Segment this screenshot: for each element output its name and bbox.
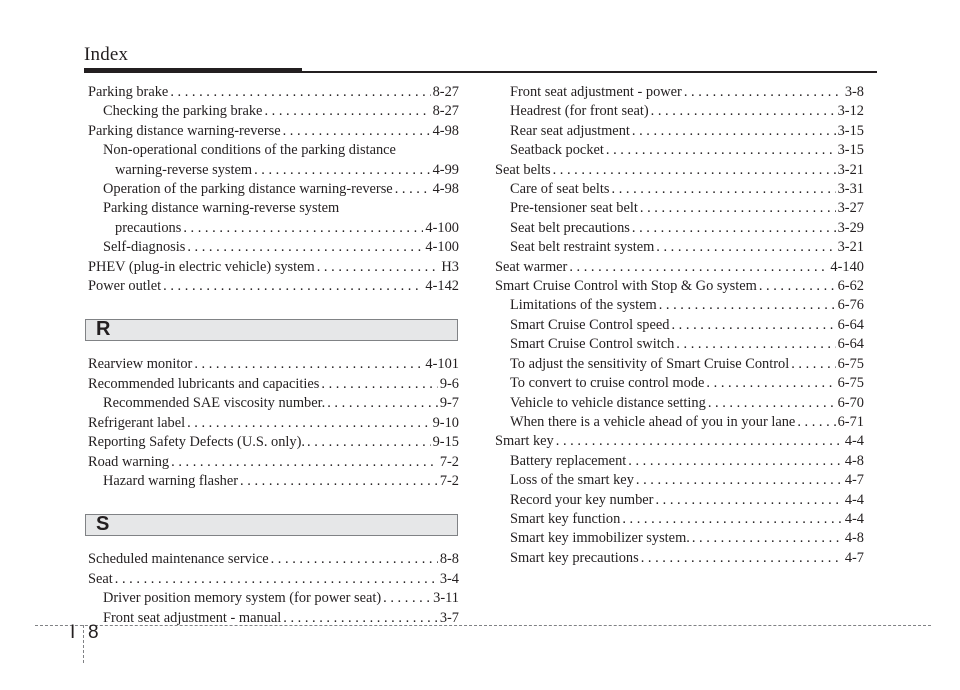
dot-leader bbox=[651, 102, 836, 121]
index-entry-term: Vehicle to vehicle distance setting bbox=[510, 394, 706, 411]
dot-leader bbox=[622, 510, 843, 529]
index-entry-page: 9-6 bbox=[439, 375, 459, 392]
dot-leader bbox=[187, 414, 431, 433]
index-entry bbox=[495, 510, 864, 529]
index-entry-term: Smart key immobilizer system. bbox=[510, 530, 690, 547]
index-entry-page: 6-75 bbox=[837, 375, 864, 392]
index-group-r bbox=[88, 355, 459, 491]
dot-leader bbox=[395, 180, 431, 199]
index-entry bbox=[88, 355, 459, 374]
index-entry-page: 4-140 bbox=[830, 258, 864, 275]
index-entry bbox=[495, 141, 864, 160]
index-entry-page: 4-4 bbox=[844, 510, 864, 527]
dot-leader bbox=[636, 471, 843, 490]
index-entry-term: Recommended lubricants and capacities bbox=[88, 375, 320, 392]
index-entry bbox=[495, 335, 864, 354]
index-entry bbox=[88, 199, 459, 218]
index-entry-page: 8-8 bbox=[439, 551, 459, 568]
index-entry-page: 9-7 bbox=[439, 395, 459, 412]
index-entry bbox=[495, 355, 864, 374]
index-entry-term: Smart Cruise Control with Stop & Go system bbox=[495, 278, 757, 295]
index-entry-page: 3-12 bbox=[837, 103, 864, 120]
index-entry-page: 7-2 bbox=[439, 472, 459, 489]
section-letter-s: S bbox=[96, 513, 110, 536]
index-entry-page: 4-100 bbox=[425, 219, 459, 236]
index-entry-page: 3-15 bbox=[837, 122, 864, 139]
index-entry-page: 9-10 bbox=[432, 414, 459, 431]
dot-leader bbox=[676, 335, 835, 354]
index-entry-page: 6-62 bbox=[837, 278, 864, 295]
dot-leader bbox=[656, 238, 835, 257]
index-column-left bbox=[88, 83, 459, 628]
index-entry-term: Battery replacement bbox=[510, 452, 627, 469]
index-entry bbox=[88, 277, 459, 296]
index-entry bbox=[495, 219, 864, 238]
index-entry-term: precautions bbox=[115, 219, 182, 236]
index-entry-page: 3-15 bbox=[837, 142, 864, 159]
index-entry-term: Pre-tensioner seat belt bbox=[510, 200, 638, 217]
index-entry-page: 4-4 bbox=[844, 491, 864, 508]
index-entry-term: Power outlet bbox=[88, 278, 162, 295]
index-entry-term: Operation of the parking distance warning-reverse bbox=[103, 181, 393, 198]
page-number: 8 bbox=[88, 622, 99, 643]
index-entry-page: 4-99 bbox=[432, 161, 459, 178]
dot-leader bbox=[628, 452, 843, 471]
index-entry-page: 6-76 bbox=[837, 297, 864, 314]
index-entry-term: Parking distance warning-reverse bbox=[88, 122, 281, 139]
dot-leader bbox=[327, 394, 438, 413]
index-entry-page: 8-27 bbox=[432, 103, 459, 120]
page-section-letter: I bbox=[70, 622, 76, 643]
index-entry-page: 4-8 bbox=[844, 452, 864, 469]
spacer bbox=[88, 296, 459, 309]
index-entry-term: Smart key precautions bbox=[510, 549, 639, 566]
index-entry-page: 3-31 bbox=[837, 181, 864, 198]
index-entry-term: Care of seat belts bbox=[510, 181, 610, 198]
index-entry-term: Smart key bbox=[495, 433, 554, 450]
index-entry bbox=[88, 258, 459, 277]
index-entry bbox=[88, 414, 459, 433]
index-entry bbox=[495, 161, 864, 180]
index-entry bbox=[88, 453, 459, 472]
index-entry bbox=[88, 238, 459, 257]
index-entry-term: Seat belt precautions bbox=[510, 219, 630, 236]
index-entry bbox=[495, 394, 864, 413]
index-entry-term: Seatback pocket bbox=[510, 142, 604, 159]
index-entry-term: Parking distance warning-reverse system bbox=[103, 200, 340, 217]
index-entry bbox=[495, 413, 864, 432]
index-entry bbox=[495, 491, 864, 510]
dot-leader bbox=[606, 141, 836, 160]
index-entry-term: Reporting Safety Defects (U.S. only). bbox=[88, 434, 306, 451]
index-entry-term: Seat warmer bbox=[495, 258, 568, 275]
index-entry-term: Limitations of the system bbox=[510, 297, 657, 314]
index-column-right bbox=[495, 83, 864, 568]
dot-leader bbox=[171, 453, 438, 472]
index-entry-page: 3-11 bbox=[433, 590, 459, 607]
dot-leader bbox=[321, 375, 437, 394]
index-entry-term: Headrest (for front seat) bbox=[510, 103, 649, 120]
index-entry bbox=[495, 452, 864, 471]
index-entry-page: 4-101 bbox=[425, 356, 459, 373]
index-entry-page: 3-21 bbox=[837, 161, 864, 178]
index-group-s bbox=[88, 550, 459, 628]
index-entry-term: Hazard warning flasher bbox=[103, 472, 239, 489]
dot-leader bbox=[640, 199, 836, 218]
index-entry bbox=[88, 394, 459, 413]
dot-leader bbox=[556, 432, 843, 451]
index-entry-term: Rearview monitor bbox=[88, 356, 193, 373]
title-rule-thin bbox=[84, 71, 877, 73]
dot-leader bbox=[671, 316, 835, 335]
index-entry bbox=[495, 238, 864, 257]
index-entry-page: 8-27 bbox=[432, 84, 459, 100]
index-entry-term: Non-operational conditions of the parking distance bbox=[103, 142, 396, 159]
spacer bbox=[88, 491, 459, 504]
dot-leader bbox=[183, 219, 423, 238]
index-entry bbox=[88, 83, 459, 102]
index-entry-page: 6-75 bbox=[837, 355, 864, 372]
index-entry-page: 6-70 bbox=[837, 394, 864, 411]
dot-leader bbox=[797, 413, 835, 432]
index-entry-term: Recommended SAE viscosity number. bbox=[103, 395, 326, 412]
index-group-p bbox=[88, 83, 459, 296]
dot-leader bbox=[692, 529, 843, 548]
index-entry-page: 7-2 bbox=[439, 453, 459, 470]
index-entry-term: Record your key number bbox=[510, 491, 654, 508]
dot-leader bbox=[187, 238, 423, 257]
section-header-r bbox=[85, 319, 458, 341]
index-entry bbox=[495, 258, 864, 277]
index-entry-term: Smart Cruise Control switch bbox=[510, 336, 675, 353]
section-letter-r: R bbox=[96, 318, 111, 341]
index-entry-term: Road warning bbox=[88, 453, 170, 470]
index-entry-page: 4-100 bbox=[425, 239, 459, 256]
index-entry-term: warning-reverse system bbox=[115, 161, 253, 178]
dot-leader bbox=[706, 374, 835, 393]
dot-leader bbox=[759, 277, 836, 296]
index-entry-page: H3 bbox=[441, 258, 459, 275]
dot-leader bbox=[307, 433, 431, 452]
index-entry bbox=[88, 122, 459, 141]
dot-leader bbox=[655, 491, 842, 510]
footer-vertical-rule bbox=[83, 625, 84, 663]
index-entry bbox=[88, 375, 459, 394]
index-group-s-continued bbox=[495, 83, 864, 568]
index-entry-term: Front seat adjustment - manual bbox=[103, 609, 282, 626]
index-entry bbox=[495, 374, 864, 393]
dot-leader bbox=[791, 355, 835, 374]
dot-leader bbox=[264, 102, 430, 121]
index-entry bbox=[495, 316, 864, 335]
dot-leader bbox=[115, 570, 438, 589]
index-entry-page: 3-29 bbox=[837, 219, 864, 236]
index-entry bbox=[88, 180, 459, 199]
dot-leader bbox=[632, 219, 836, 238]
index-entry-page: 4-7 bbox=[844, 549, 864, 566]
index-entry-page: 3-21 bbox=[837, 239, 864, 256]
dot-leader bbox=[170, 83, 430, 102]
dot-leader bbox=[317, 258, 440, 277]
dot-leader bbox=[163, 277, 423, 296]
dot-leader bbox=[684, 83, 843, 102]
index-entry bbox=[495, 277, 864, 296]
section-header-s bbox=[85, 514, 458, 536]
dot-leader bbox=[240, 472, 438, 491]
index-entry bbox=[495, 296, 864, 315]
index-entry-page: 4-98 bbox=[432, 122, 459, 139]
index-entry-page: 4-7 bbox=[844, 472, 864, 489]
index-entry-term: Seat belts bbox=[495, 161, 551, 178]
index-entry-term: When there is a vehicle ahead of you in your lane bbox=[510, 413, 796, 430]
dot-leader bbox=[254, 161, 431, 180]
index-entry-page: 6-64 bbox=[837, 316, 864, 333]
index-entry-term: Refrigerant label bbox=[88, 414, 186, 431]
index-entry-term: Driver position memory system (for power seat) bbox=[103, 590, 382, 607]
index-entry bbox=[495, 471, 864, 490]
index-entry bbox=[495, 102, 864, 121]
index-entry-page: 3-7 bbox=[439, 609, 459, 626]
index-entry bbox=[495, 199, 864, 218]
index-entry bbox=[495, 83, 864, 102]
index-entry-term: Seat bbox=[88, 570, 113, 587]
dot-leader bbox=[553, 161, 836, 180]
index-entry bbox=[88, 141, 459, 160]
index-entry-term: To convert to cruise control mode bbox=[510, 375, 705, 392]
index-entry bbox=[88, 102, 459, 121]
dot-leader bbox=[283, 122, 431, 141]
index-entry bbox=[88, 433, 459, 452]
index-entry-page: 6-64 bbox=[837, 336, 864, 353]
index-entry bbox=[88, 589, 459, 608]
index-entry-page: 4-142 bbox=[425, 278, 459, 295]
index-entry-term: Scheduled maintenance service bbox=[88, 551, 269, 568]
index-entry bbox=[88, 570, 459, 589]
dot-leader bbox=[194, 355, 423, 374]
index-entry-term: To adjust the sensitivity of Smart Cruise Control bbox=[510, 355, 790, 372]
index-entry-page: 3-8 bbox=[844, 84, 864, 100]
index-entry-term: Smart key function bbox=[510, 510, 621, 527]
index-entry-term: Smart Cruise Control speed bbox=[510, 316, 670, 333]
index-entry-page: 6-71 bbox=[837, 413, 864, 430]
index-entry-term: Loss of the smart key bbox=[510, 472, 634, 489]
index-entry-term: PHEV (plug-in electric vehicle) system bbox=[88, 258, 315, 275]
dot-leader bbox=[708, 394, 836, 413]
footer-rule bbox=[35, 625, 931, 626]
index-entry bbox=[495, 122, 864, 141]
index-entry-page: 4-98 bbox=[432, 181, 459, 198]
index-entry-term: Front seat adjustment - power bbox=[510, 84, 682, 100]
index-entry bbox=[88, 550, 459, 569]
index-entry-page: 3-27 bbox=[837, 200, 864, 217]
index-entry bbox=[495, 529, 864, 548]
index-entry-page: 3-4 bbox=[439, 570, 459, 587]
page-title: Index bbox=[84, 44, 129, 65]
index-entry-page: 4-8 bbox=[844, 530, 864, 547]
dot-leader bbox=[659, 296, 836, 315]
index-entry bbox=[495, 549, 864, 568]
index-entry-term: Seat belt restraint system bbox=[510, 239, 655, 256]
index-entry bbox=[88, 219, 459, 238]
dot-leader bbox=[632, 122, 836, 141]
index-entry bbox=[495, 432, 864, 451]
dot-leader bbox=[383, 589, 431, 608]
dot-leader bbox=[641, 549, 843, 568]
dot-leader bbox=[271, 550, 438, 569]
index-entry bbox=[88, 472, 459, 491]
index-entry-page: 9-15 bbox=[432, 434, 459, 451]
index-entry-term: Self-diagnosis bbox=[103, 239, 186, 256]
index-entry-term: Checking the parking brake bbox=[103, 103, 263, 120]
index-entry bbox=[88, 161, 459, 180]
dot-leader bbox=[612, 180, 836, 199]
index-entry-term: Rear seat adjustment bbox=[510, 122, 630, 139]
index-entry-term: Parking brake bbox=[88, 84, 169, 100]
index-entry-page: 4-4 bbox=[844, 433, 864, 450]
index-entry bbox=[495, 180, 864, 199]
dot-leader bbox=[569, 258, 828, 277]
